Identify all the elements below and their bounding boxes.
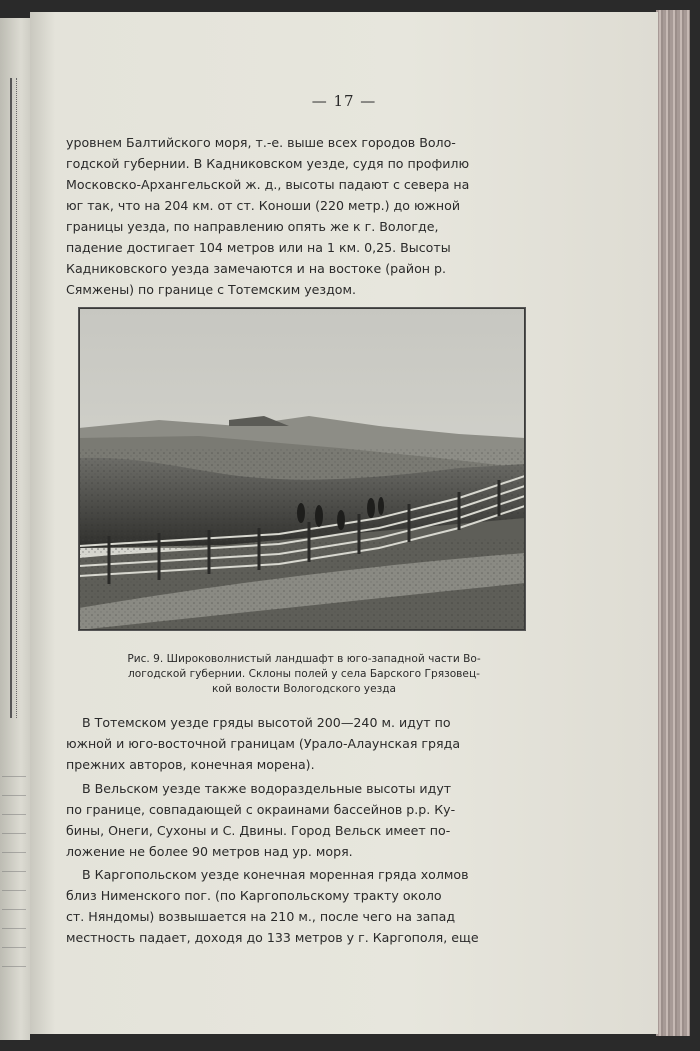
text-line: границы уезда, по направлению опять же к г. Вологде, bbox=[66, 219, 439, 234]
text-line: уровнем Балтийского моря, т.-е. выше всех городов Воло- bbox=[66, 135, 456, 150]
text-line: В Тотемском уезде гряды высотой 200—240 м. идут по bbox=[82, 715, 451, 730]
figure-caption bbox=[96, 652, 512, 697]
paragraph-totma bbox=[66, 712, 588, 775]
text-line: годской губернии. В Кадниковском уезде, судя по профилю bbox=[66, 156, 470, 171]
text-line: бины, Онеги, Сухоны и С. Двины. Город Вельск имеет по- bbox=[66, 823, 451, 838]
map-fragment bbox=[10, 78, 17, 718]
text-line: Сямжены) по границе с Тотемским уездом. bbox=[66, 282, 357, 297]
book-page bbox=[30, 12, 658, 1034]
text-line: южной и юго-восточной границам (Урало-Алаунская гряда bbox=[66, 736, 461, 751]
text-line: падение достигает 104 метров или на 1 км. 0,25. Высоты bbox=[66, 240, 451, 255]
text-line: близ Нименского пог. (по Каргопольскому тракту около bbox=[66, 888, 442, 903]
caption-line: кой волости Вологодского уезда bbox=[211, 683, 397, 695]
caption-line: Рис. 9. Широковолнистый ландшафт в юго-западной части Во- bbox=[127, 653, 481, 665]
adjacent-left-page bbox=[0, 18, 30, 1040]
landscape-photo bbox=[78, 307, 526, 631]
text-line: местность падает, доходя до 133 метров у г. Каргополя, еще bbox=[66, 930, 479, 945]
text-line: В Вельском уезде также водораздельные высоты идут bbox=[82, 781, 452, 796]
text-line: ст. Няндомы) возвышается на 210 м., после чего на запад bbox=[66, 909, 456, 924]
text-line: ложение не более 90 метров над ур. моря. bbox=[66, 844, 353, 859]
text-line: по границе, совпадающей с окраинами бассейнов р.р. Ку- bbox=[66, 802, 456, 817]
paragraph-kadnikov bbox=[66, 132, 588, 300]
text-line: прежних авторов, конечная морена). bbox=[66, 757, 315, 772]
paragraph-kargopol bbox=[66, 864, 588, 948]
text-line: Московско-Архангельской ж. д., высоты падают с севера на bbox=[66, 177, 470, 192]
text-line: юг так, что на 204 км. от ст. Коноши (220 метр.) до южной bbox=[66, 198, 461, 213]
page-number: — 17 — bbox=[311, 92, 377, 110]
caption-line: логодской губернии. Склоны полей у села Барского Грязовец- bbox=[128, 668, 480, 680]
paragraph-velsk bbox=[66, 778, 588, 862]
text-line: В Каргопольском уезде конечная моренная гряда холмов bbox=[82, 867, 469, 882]
page-stack-edge bbox=[656, 10, 690, 1036]
map-fragment-marks bbox=[2, 758, 26, 978]
text-line: Кадниковского уезда замечаются и на востоке (район р. bbox=[66, 261, 447, 276]
